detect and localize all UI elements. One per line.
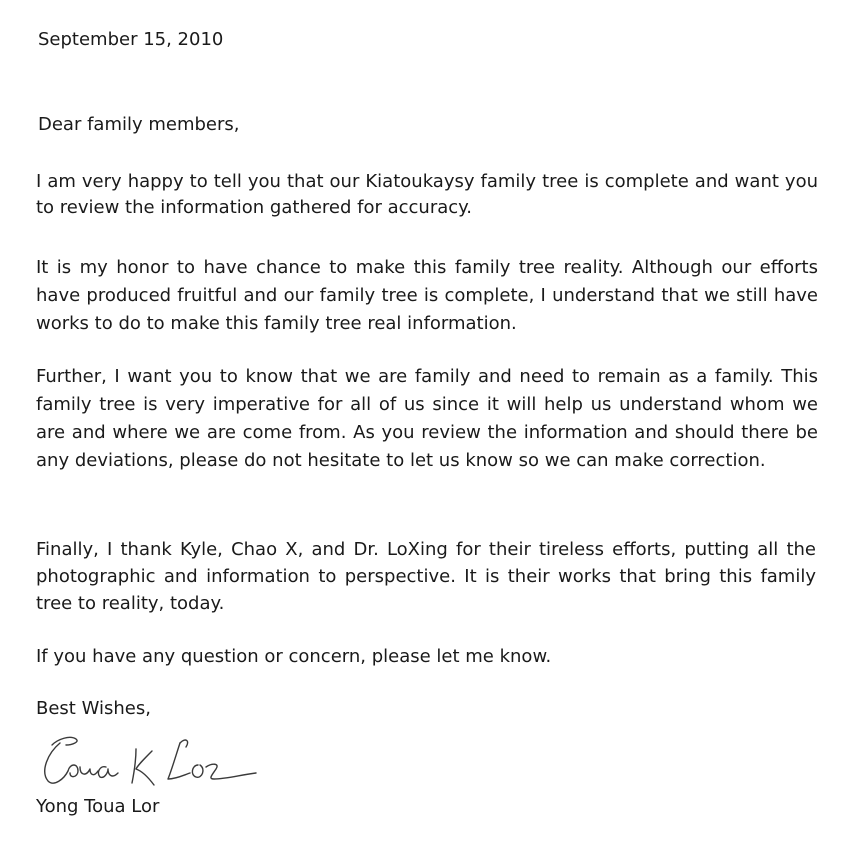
handwritten-signature	[30, 715, 270, 793]
paragraph-1: I am very happy to tell you that our Kiatoukaysy family tree is complete and want you to review the information gathered for accuracy.	[36, 171, 818, 218]
closing-question: If you have any question or concern, please let me know.	[36, 646, 552, 667]
paragraph-3: Further, I want you to know that we are family and need to remain as a family. This family tree is very imperative for all of us since it will help us understand whom we are and where we are come from. As you review the information and should there be any deviations, please do not hesitate to let us know so we can make correction.	[36, 366, 818, 471]
salutation: Dear family members,	[38, 114, 240, 135]
paragraph-2: It is my honor to have chance to make this family tree reality. Although our efforts have produced fruitful and our family tree is complete, I understand that we still have works to do to make this family tree real information.	[36, 257, 818, 334]
valediction: Best Wishes,	[36, 698, 151, 719]
signer-name: Yong Toua Lor	[36, 796, 160, 817]
letter-date: September 15, 2010	[38, 29, 224, 50]
paragraph-4: Finally, I thank Kyle, Chao X, and Dr. LoXing for their tireless efforts, putting all the photographic and information to perspective. It is their works that bring this family tree to reality, today.	[36, 539, 816, 614]
